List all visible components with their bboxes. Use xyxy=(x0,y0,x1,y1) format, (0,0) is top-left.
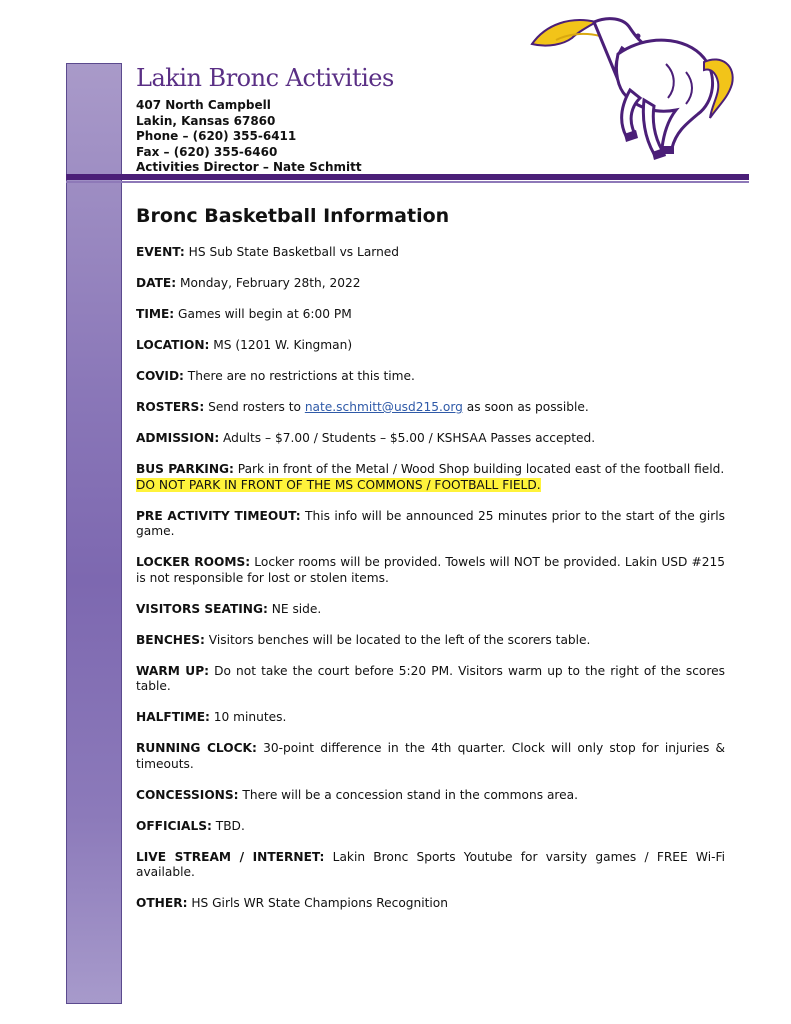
info-label: ADMISSION: xyxy=(136,431,220,445)
info-text: Send rosters to xyxy=(204,400,305,414)
info-label: WARM UP: xyxy=(136,663,210,678)
info-label: HALFTIME: xyxy=(136,710,210,724)
info-label: ROSTERS: xyxy=(136,400,205,414)
info-time xyxy=(136,307,725,323)
info-text: as soon as possible. xyxy=(462,400,589,414)
info-label: PRE ACTIVITY TIMEOUT: xyxy=(136,508,301,523)
info-text: This info will be announced 25 minutes prior to the start of the girls game. xyxy=(136,508,725,538)
sidebar-decoration xyxy=(66,63,122,1004)
email-link[interactable]: nate.schmitt@usd215.org xyxy=(304,400,463,414)
letterhead xyxy=(136,64,394,176)
info-pre-activity xyxy=(136,509,725,540)
info-label: TIME: xyxy=(136,307,175,321)
info-label: COVID: xyxy=(136,369,184,383)
info-text: 30-point difference in the 4th quarter. Clock will only stop for injuries & timeouts. xyxy=(136,741,725,771)
info-text: HS Sub State Basketball vs Larned xyxy=(184,245,400,259)
info-date xyxy=(136,276,725,292)
address-line-2: Lakin, Kansas 67860 xyxy=(136,113,276,128)
info-live-stream xyxy=(136,850,725,881)
info-locker-rooms xyxy=(136,555,725,586)
info-label: LIVE STREAM / INTERNET: xyxy=(136,849,325,864)
info-label: LOCKER ROOMS: xyxy=(136,555,251,569)
info-label: LOCATION: xyxy=(136,338,210,352)
info-label: EVENT: xyxy=(136,245,185,259)
address-line-1: 407 North Campbell xyxy=(136,98,271,112)
info-label: RUNNING CLOCK: xyxy=(136,741,257,755)
info-label: BUS PARKING: xyxy=(136,462,234,476)
info-label: BENCHES: xyxy=(136,632,205,647)
info-label: OFFICIALS: xyxy=(136,818,212,833)
bronco-logo-icon xyxy=(526,14,738,172)
info-text: 10 minutes. xyxy=(209,710,287,724)
parking-warning: DO NOT PARK IN FRONT OF THE MS COMMONS / FOOTBALL FIELD. xyxy=(136,477,541,492)
info-covid xyxy=(136,369,725,385)
header-rule-thin xyxy=(66,181,749,183)
info-text: There are no restrictions at this time. xyxy=(183,369,415,383)
info-event xyxy=(136,245,725,261)
activities-director: Activities Director – Nate Schmitt xyxy=(136,160,362,174)
info-text: Park in front of the Metal / Wood Shop building located east of the football field. xyxy=(233,462,725,476)
info-admission xyxy=(136,431,725,447)
info-warm-up xyxy=(136,664,725,695)
info-text: There will be a concession stand in the commons area. xyxy=(238,787,579,802)
info-label: OTHER: xyxy=(136,896,188,910)
info-halftime xyxy=(136,710,725,726)
info-text: Lakin Bronc Sports Youtube for varsity games / FREE Wi-Fi available. xyxy=(136,849,725,879)
info-text: NE side. xyxy=(267,601,322,616)
header-rule xyxy=(66,174,749,180)
info-text: Games will begin at 6:00 PM xyxy=(174,307,352,321)
info-text: HS Girls WR State Champions Recognition xyxy=(187,896,448,910)
org-name: Lakin Bronc Activities xyxy=(136,64,394,92)
info-text: MS (1201 W. Kingman) xyxy=(209,338,353,352)
info-text: Visitors benches will be located to the left of the scorers table. xyxy=(204,632,591,647)
info-text: Monday, February 28th, 2022 xyxy=(176,276,361,290)
info-text: TBD. xyxy=(211,818,245,833)
info-benches xyxy=(136,633,725,649)
info-concessions xyxy=(136,788,725,804)
fax: Fax – (620) 355-6460 xyxy=(136,144,278,159)
info-label: CONCESSIONS: xyxy=(136,787,239,802)
info-location xyxy=(136,338,725,354)
info-label: DATE: xyxy=(136,276,177,290)
phone: Phone – (620) 355-6411 xyxy=(136,129,297,143)
page-title: Bronc Basketball Information xyxy=(136,205,450,227)
info-label: VISITORS SEATING: xyxy=(136,601,268,616)
info-visitors-seating xyxy=(136,602,725,618)
info-bus-parking xyxy=(136,462,725,493)
info-text: Adults – $7.00 / Students – $5.00 / KSHSAA Passes accepted. xyxy=(219,431,596,445)
info-officials xyxy=(136,819,725,835)
info-rosters xyxy=(136,400,725,416)
info-other xyxy=(136,896,725,912)
info-text: Locker rooms will be provided. Towels will NOT be provided. Lakin USD #215 is not responsible for lost or stolen items. xyxy=(136,555,725,585)
document-body xyxy=(136,204,725,927)
info-text: Do not take the court before 5:20 PM. Visitors warm up to the right of the scores table. xyxy=(136,663,725,693)
info-running-clock xyxy=(136,741,725,772)
